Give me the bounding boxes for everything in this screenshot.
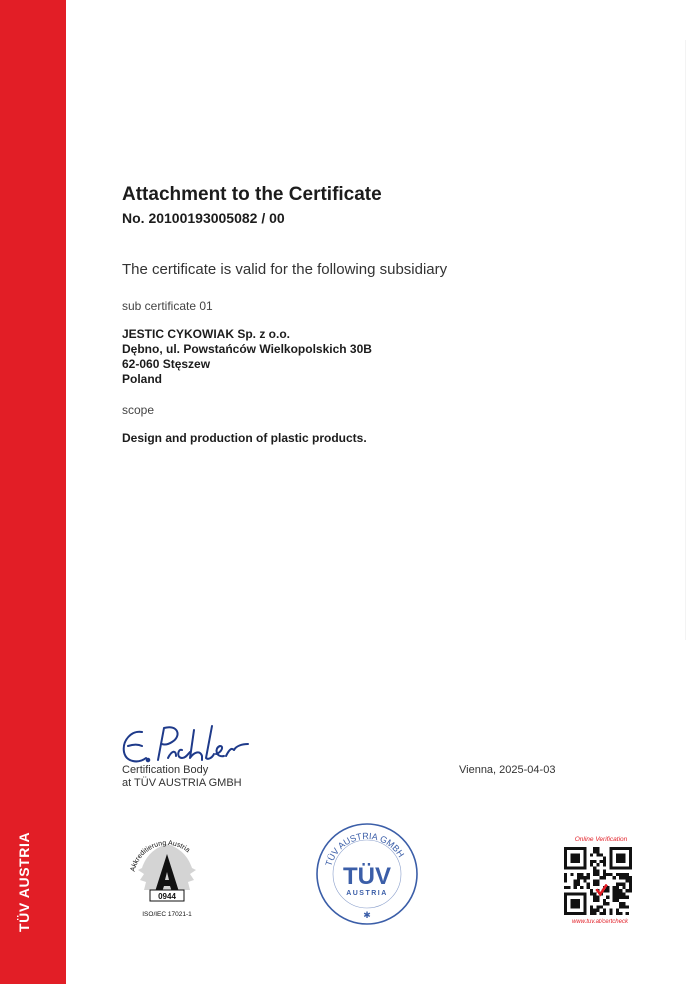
- scope-label: scope: [122, 403, 155, 417]
- company-name: JESTIC CYKOWIAK Sp. z o.o.: [122, 327, 291, 341]
- signature-image: [118, 720, 278, 770]
- svg-text:TÜV AUSTRIA GMBH: [323, 831, 406, 868]
- certification-body-line1: Certification Body: [122, 764, 209, 776]
- page-edge-line: [685, 40, 686, 640]
- tuv-austria-seal-icon: [312, 818, 422, 928]
- svg-text:✱: ✱: [363, 911, 371, 921]
- certification-body-line2: at TÜV AUSTRIA GMBH: [122, 777, 242, 789]
- city-line: 62-060 Stęszew: [122, 357, 211, 371]
- qr-code-icon[interactable]: [564, 846, 632, 916]
- seal-logo-sub: AUSTRIA: [346, 890, 388, 897]
- accreditation-number: 0944: [158, 892, 176, 901]
- accreditation-standard: ISO/IEC 17021-1: [142, 911, 192, 918]
- accreditation-seal-icon: [124, 834, 210, 924]
- seal-logo-main: TÜV: [343, 863, 391, 890]
- street-line: Dębno, ul. Powstańców Wielkopolskich 30B: [122, 342, 372, 356]
- sub-certificate-label: sub certificate 01: [122, 299, 213, 313]
- seal-ring-text: TÜV AUSTRIA GMBH: [323, 830, 407, 868]
- online-verification-label: Online Verification: [574, 836, 628, 843]
- scope-text: Design and production of plastic products.: [122, 431, 367, 445]
- country-line: Poland: [122, 372, 163, 386]
- place-date: Vienna, 2025-04-03: [459, 764, 556, 776]
- side-brand-text: TÜV AUSTRIA: [16, 831, 32, 932]
- certification-body: [122, 764, 242, 790]
- validity-statement: The certificate is valid for the following subsidiary: [122, 261, 448, 278]
- subsidiary-address: [122, 327, 372, 387]
- page-title: Attachment to the Certificate: [122, 184, 382, 205]
- verification-url[interactable]: www.tuv.at/certcheck: [572, 919, 628, 925]
- accreditation-top-text: Akkreditierung Austria: [129, 839, 191, 873]
- side-brand-bar: [0, 0, 66, 984]
- certificate-number: No. 20100193005082 / 00: [122, 210, 285, 226]
